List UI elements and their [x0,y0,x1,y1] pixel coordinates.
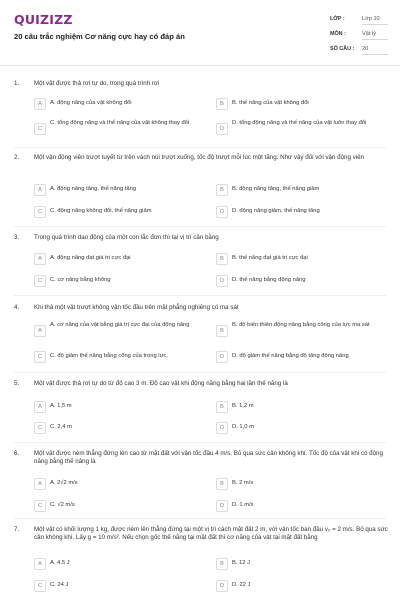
option-c[interactable] [34,500,210,512]
option-d[interactable] [216,351,392,363]
class-label: LỚP : [330,16,345,22]
option-text: D. thế năng bằng động năng [232,277,306,283]
document-header [0,0,400,66]
option-text: D. độ giảm thế năng bằng độ tăng động năng [232,353,349,359]
option-text: A. 2√2 m/s [50,480,78,486]
question-divider [14,442,386,443]
option-c[interactable] [34,275,210,287]
option-letter-box: C [34,123,46,135]
option-text: C. tổng động năng và thế năng của vật không thay đổi [50,120,190,126]
question-text: Khi thả một vật trượt không vận tốc đầu trên mặt phẳng nghiêng có ma sát [34,304,239,311]
option-letter-box: C [34,422,46,434]
option-d[interactable] [216,275,392,287]
option-letter-box: D [216,500,228,512]
option-letter-box: C [34,580,46,592]
option-letter-box: B [216,558,228,570]
quizizz-logo: QUIZIZZ [14,12,73,27]
option-letter-box: A [34,478,46,490]
option-text: D. động năng giảm, thế năng tăng [232,208,320,214]
option-letter-box: D [216,206,228,218]
option-c[interactable] [34,580,210,592]
option-d[interactable] [216,500,392,512]
question-text: Một vật được thả rơi tự do, trong quá trình rơi [34,80,160,87]
option-a[interactable] [34,478,210,490]
option-b[interactable] [216,253,392,265]
subject-value: Vật lý [362,31,388,40]
option-letter-box: B [216,253,228,265]
option-a[interactable] [34,184,210,196]
option-text: A. động năng của vật không đổi [50,100,132,106]
option-text: C. độ giảm thế năng bằng công của trọng lực. [50,353,168,359]
class-value: Lớp 10 [362,16,388,25]
subject-label: MÔN : [330,31,346,37]
question-text: Một vật được thả rơi tự do từ độ cao 3 m. Độ cao vật khi động năng bằng hai lần thế năng là [34,380,288,387]
question-text: Một vật được ném thẳng đứng lên cao từ mặt đất với vận tốc đầu 4 m/s. Bỏ qua sức cản không khí. Tốc độ của vật khi có động năng bằng thế năng là [34,450,383,466]
option-a[interactable] [34,321,210,341]
option-text: B. 2 m/s [232,480,254,486]
option-d[interactable] [216,206,392,218]
option-letter-box: D [216,275,228,287]
option-letter-box: A [34,325,46,337]
question-divider [14,372,386,373]
option-b[interactable] [216,321,392,341]
option-letter-box: C [34,351,46,363]
option-letter-box: C [34,500,46,512]
document-title: 20 câu trắc nghiệm Cơ năng cực hay có đáp án [14,32,185,41]
option-a[interactable] [34,253,210,265]
option-text: C. động năng không đổi, thế năng giảm [50,208,152,214]
option-text: B. 12 J [232,560,251,566]
option-letter-box: C [34,275,46,287]
question-number: 5. [14,380,20,387]
option-letter-box: D [216,351,228,363]
question-divider [14,295,386,296]
option-letter-box: B [216,478,228,490]
question-number: 7. [14,526,20,533]
option-text: C. 24 J [50,582,69,588]
question-number: 4. [14,304,20,311]
option-letter-box: A [34,98,46,110]
question-number: 1. [14,80,20,87]
option-text: A. động năng tăng, thế năng tăng [50,186,137,192]
option-text: C. cơ năng bằng không [50,277,111,283]
option-b[interactable] [216,98,392,110]
option-c[interactable] [34,351,210,363]
option-b[interactable] [216,401,392,413]
option-text: D. 1 m/s [232,502,254,508]
option-text: D. 22 J [232,582,251,588]
option-b[interactable] [216,558,392,570]
option-d[interactable] [216,580,392,592]
option-c[interactable] [34,206,210,218]
option-text: A. động năng đạt giá trị cực đại [50,255,131,261]
question-divider [14,518,386,519]
option-d[interactable] [216,422,392,434]
option-text: B. thế năng đạt giá trị cực đại [232,255,308,261]
question-text: Một vận động viên trượt tuyết từ trên vách núi trượt xuống, tốc độ trượt mỗi lúc một tăng. Như vậy đối với vận động viên [34,154,364,161]
question-divider [14,147,386,148]
option-letter-box: B [216,401,228,413]
question-divider [14,226,386,227]
option-letter-box: B [216,98,228,110]
option-text: B. 1,2 m [232,403,254,409]
option-letter-box: A [34,558,46,570]
question-count-label: SỐ CÂU : [330,46,355,52]
option-text: C. √2 m/s [50,502,75,508]
option-letter-box: B [216,184,228,196]
option-c[interactable] [34,422,210,434]
question-text: Một vật có khối lượng 1 kg, được ném lên thẳng đứng tại một vị trí cách mặt đất 2 m, với vận tốc ban đầu v₀ = 2 m/s. Bỏ qua sức cản không khí. Lấy g = 10 m/s². Nếu chọn gốc thế năng tại mặt đất thì cơ năng của vật tại mặt đất bằng [34,526,388,542]
option-a[interactable] [34,401,210,413]
option-letter-box: A [34,184,46,196]
question-number: 3. [14,234,20,241]
option-letter-box: D [216,123,228,135]
option-b[interactable] [216,478,392,490]
question-number: 6. [14,450,20,457]
option-letter-box: D [216,580,228,592]
option-letter-box: D [216,422,228,434]
option-letter-box: A [34,401,46,413]
option-text: B. thế năng của vật không đổi [232,100,309,106]
option-text: C. 2,4 m [50,424,72,430]
option-text: A. cơ năng của vật bằng giá trị cực đại của động năng [50,322,190,328]
option-c[interactable] [34,119,210,139]
option-text: D. tổng động năng và thế năng của vật luôn thay đổi [232,120,367,126]
question-number: 2. [14,154,20,161]
option-text: A. 4,5 J [50,560,70,566]
option-letter-box: C [34,206,46,218]
question-count-value: 20 [362,46,388,55]
option-text: B. độ biến thiên động năng bằng công của lực ma sát [232,322,370,328]
option-text: A. 1,5 m [50,403,72,409]
option-a[interactable] [34,98,210,110]
option-letter-box: A [34,253,46,265]
question-text: Trong quá trình dao động của một con lắc đơn thì tại vị trí cân bằng [34,234,219,241]
option-b[interactable] [216,184,392,196]
option-a[interactable] [34,558,210,570]
option-text: D. 1,0 m [232,424,254,430]
option-letter-box: B [216,325,228,337]
option-d[interactable] [216,119,392,139]
option-text: B. động năng tăng, thế năng giảm [232,186,320,192]
